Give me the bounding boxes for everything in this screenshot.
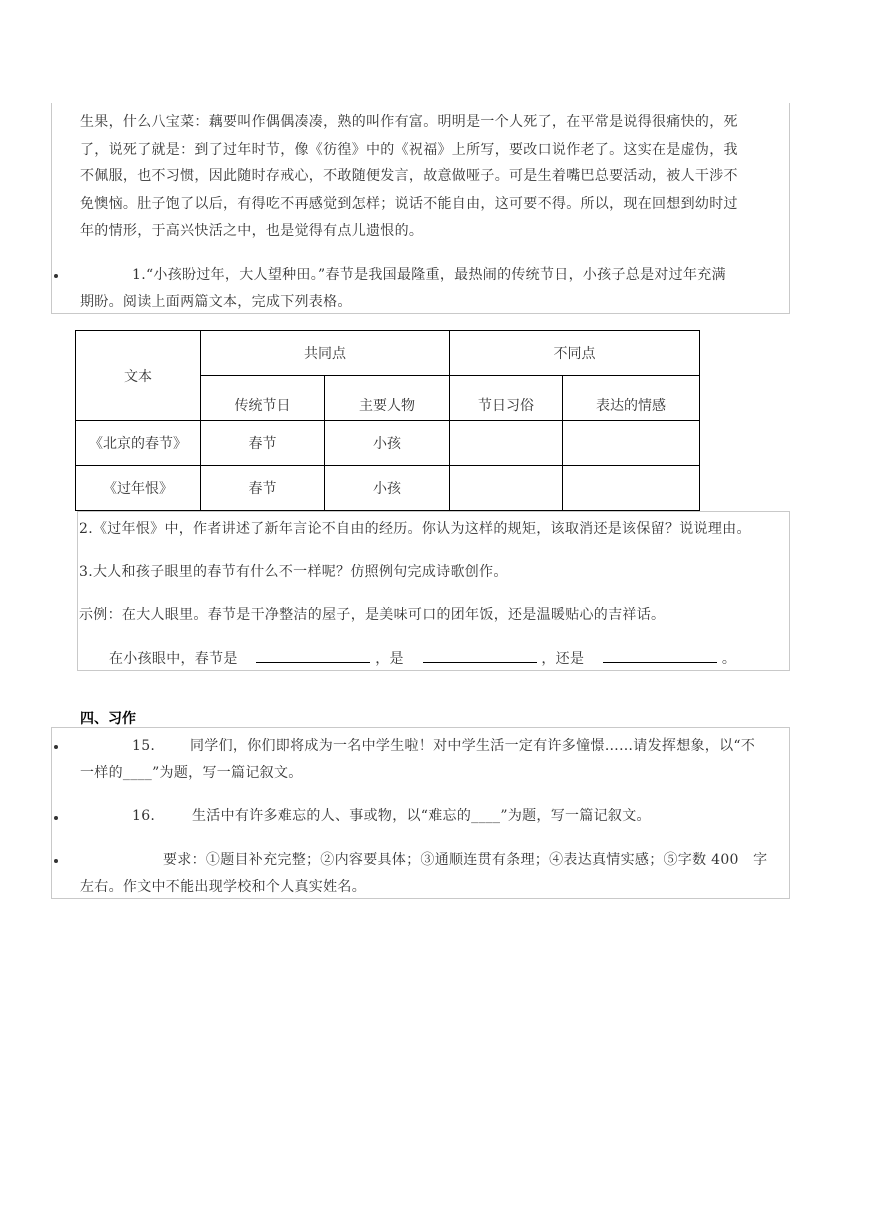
cell-person: 小孩	[325, 466, 450, 511]
cell-festival: 春节	[201, 466, 325, 511]
question-2: 2.《过年恨》中，作者讲述了新年言论不自由的经历。你认为这样的规矩，该取消还是该保留？说说理由。	[79, 521, 751, 537]
header-custom: 节日习俗	[450, 376, 563, 421]
question-1-line-1: 1.“小孩盼过年，大人望种田。”春节是我国最隆重，最热闹的传统节日，小孩子总是对过年充满	[132, 267, 726, 283]
blank-1[interactable]	[256, 648, 370, 663]
blank-3[interactable]	[603, 648, 717, 663]
question-16-text: 生活中有许多难忘的人、事或物，以“难忘的____”为题，写一篇记叙文。	[192, 808, 651, 824]
list-bullet	[54, 745, 58, 749]
fill-in-line	[109, 646, 736, 673]
cell-emotion[interactable]	[563, 421, 700, 466]
example-sentence: 示例：在大人眼里。春节是干净整洁的屋子，是美味可口的团年饭，还是温暖贴心的吉祥话。	[79, 607, 666, 623]
header-person: 主要人物	[325, 376, 450, 421]
cell-festival: 春节	[201, 421, 325, 466]
section-heading: 四、习作	[80, 711, 136, 727]
header-emotion: 表达的情感	[563, 376, 700, 421]
question-15-number: 15.	[132, 738, 156, 754]
table-row	[76, 421, 700, 466]
passage-line: 生果，什么八宝菜：藕要叫作偶偶凑凑，熟的叫作有富。明明是一个人死了，在平常是说得很痛快的，死	[80, 114, 738, 130]
fill-mid-2: ，还是	[541, 651, 585, 667]
question-3: 3.大人和孩子眼里的春节有什么不一样呢？仿照例句完成诗歌创作。	[79, 564, 508, 580]
passage-line: 了，说死了就是：到了过年时节，像《彷徨》中的《祝福》上所写，要改口说作老了。这实在是虚伪，我	[80, 142, 738, 158]
passage-line: 年的情形，于高兴快活之中，也是觉得有点儿遗恨的。	[80, 223, 424, 239]
header-festival: 传统节日	[201, 376, 325, 421]
header-common-group: 共同点	[201, 331, 450, 376]
cell-emotion[interactable]	[563, 466, 700, 511]
fill-end: 。	[721, 651, 737, 667]
requirements-line-1: 要求：①题目补充完整；②内容要具体；③通顺连贯有条理；④表达真情实感；⑤字数 400 字	[163, 852, 768, 868]
header-text-cell: 文本	[76, 331, 201, 421]
list-bullet	[54, 274, 58, 278]
cell-person: 小孩	[325, 421, 450, 466]
passage-line: 不佩服，也不习惯，因此随时存戒心，不敢随便发言，故意做哑子。可是生着嘴巴总要活动，被人干涉不	[80, 168, 738, 184]
question-1-line-2: 期盼。阅读上面两篇文本，完成下列表格。	[80, 294, 352, 310]
cell-text: 《北京的春节》	[76, 421, 201, 466]
comparison-table	[75, 330, 700, 511]
list-bullet	[54, 859, 58, 863]
list-bullet	[54, 816, 58, 820]
table-row	[76, 466, 700, 511]
cell-custom[interactable]	[450, 466, 563, 511]
blank-2[interactable]	[423, 648, 537, 663]
header-diff-group: 不同点	[450, 331, 700, 376]
question-16-number: 16.	[132, 808, 156, 824]
question-15-line-1: 同学们，你们即将成为一名中学生啦！对中学生活一定有许多憧憬……请发挥想象，以“不	[190, 738, 756, 754]
cell-custom[interactable]	[450, 421, 563, 466]
fill-mid-1: ，是	[375, 651, 404, 667]
passage-line: 免懊恼。肚子饱了以后，有得吃不再感觉到怎样；说话不能自由，这可要不得。所以，现在回想到幼时过	[80, 196, 738, 212]
fill-prefix: 在小孩眼中，春节是	[109, 651, 238, 667]
question-15-line-2: 一样的____”为题，写一篇记叙文。	[80, 765, 303, 781]
cell-text: 《过年恨》	[76, 466, 201, 511]
requirements-line-2: 左右。作文中不能出现学校和个人真实姓名。	[80, 879, 366, 895]
